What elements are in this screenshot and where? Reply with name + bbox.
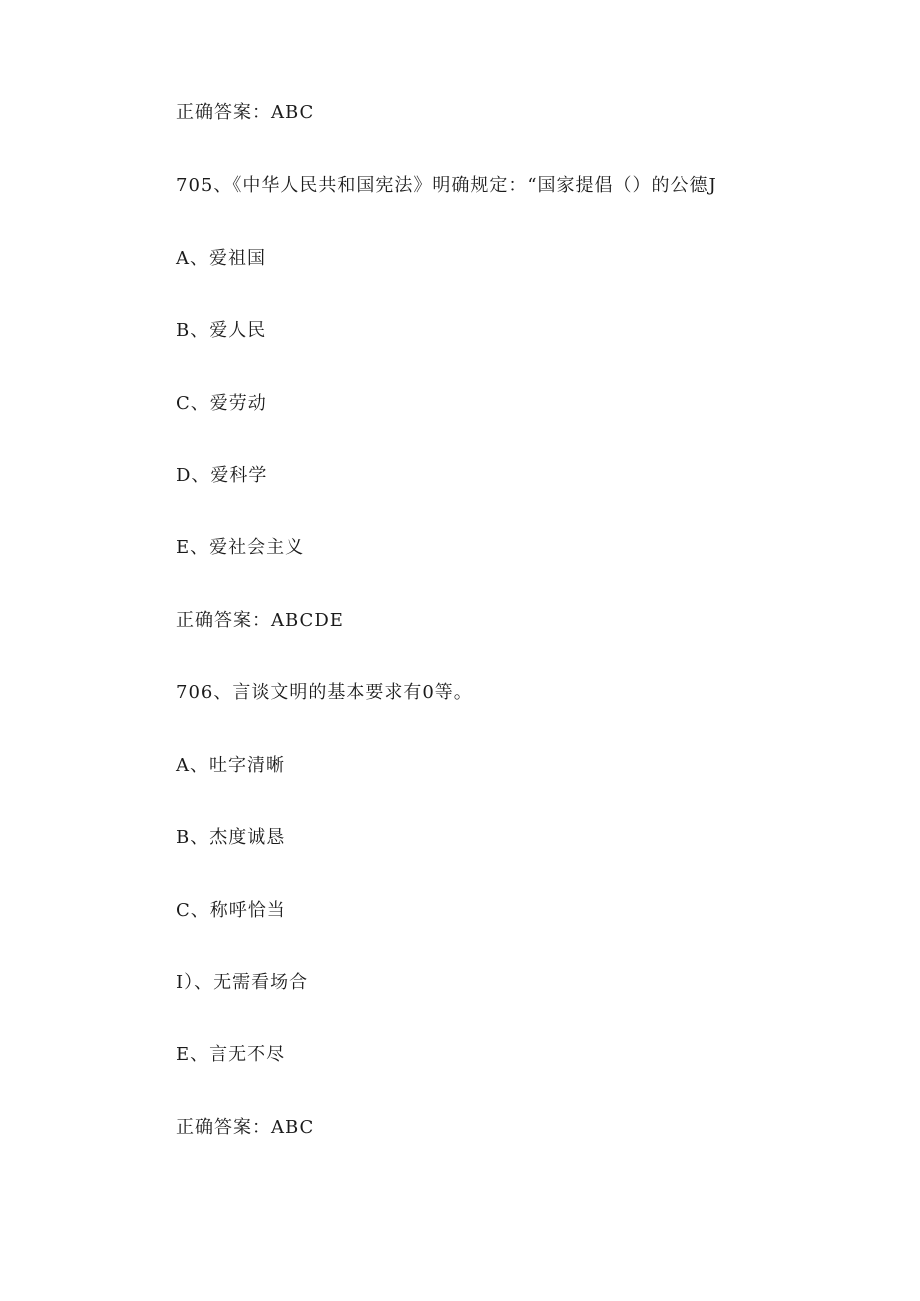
question-705-answer: 正确答案：ABCDE bbox=[176, 610, 344, 631]
question-705-option-d: D、爱科学 bbox=[176, 465, 268, 486]
question-706-option-d: I）、无需看场合 bbox=[176, 972, 309, 993]
question-705-option-a: A、爱祖国 bbox=[176, 248, 266, 269]
question-705-option-e: E、爱社会主义 bbox=[176, 537, 305, 558]
question-706-option-c: C、称呼恰当 bbox=[176, 900, 286, 921]
question-705-option-c: C、爱劳动 bbox=[176, 393, 267, 414]
question-705-option-b: B、爱人民 bbox=[176, 320, 267, 341]
question-705-stem: 705、《中华人民共和国宪法》明确规定：“国家提倡（）的公德J bbox=[176, 175, 717, 196]
question-706-option-b: B、杰度诚恳 bbox=[176, 827, 286, 848]
question-706-option-a: A、吐字清晰 bbox=[176, 755, 285, 776]
question-706-answer: 正确答案：ABC bbox=[176, 1117, 315, 1138]
answer-line: 正确答案：ABC bbox=[176, 102, 315, 123]
question-706-stem: 706、言谈文明的基本要求有0等。 bbox=[176, 682, 473, 703]
question-706-option-e: E、言无不尽 bbox=[176, 1044, 286, 1065]
